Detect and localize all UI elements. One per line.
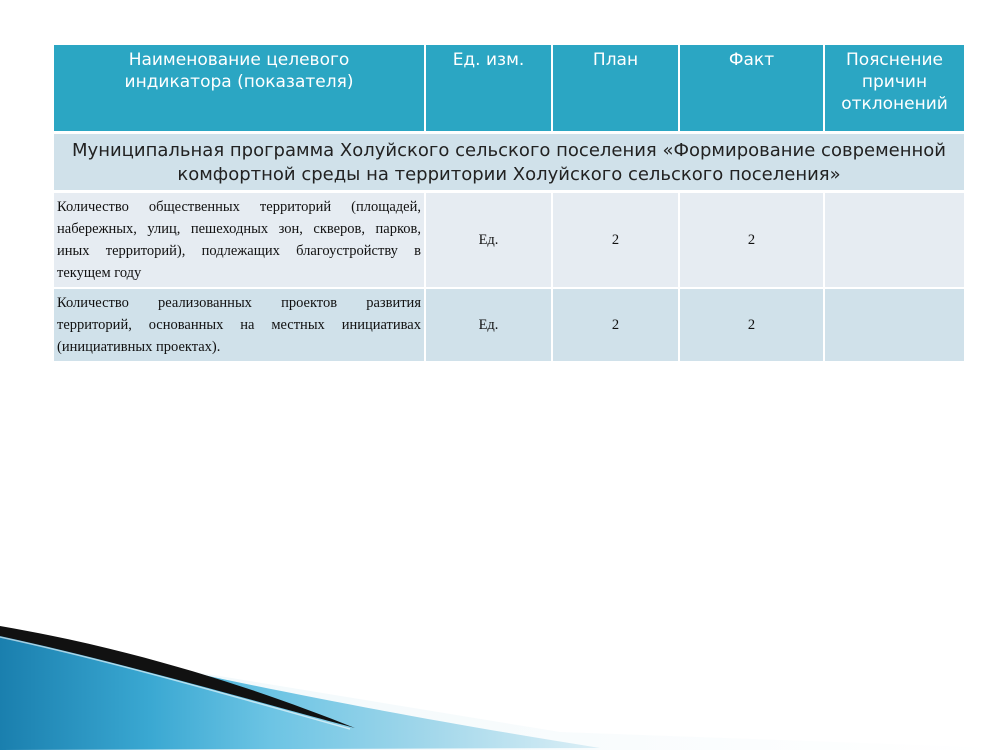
cell-indicator-name: Количество реализованных проектов развития территорий, основанных на местных инициативах (инициативных проектах). bbox=[53, 288, 425, 362]
header-unit: Ед. изм. bbox=[425, 44, 552, 133]
cell-plan: 2 bbox=[552, 288, 679, 362]
section-row bbox=[53, 133, 965, 192]
header-name: Наименование целевого индикатора (показателя) bbox=[53, 44, 425, 133]
indicator-table bbox=[52, 43, 966, 363]
cell-unit: Ед. bbox=[425, 192, 552, 289]
table-row bbox=[53, 288, 965, 362]
table-row bbox=[53, 192, 965, 289]
cell-plan: 2 bbox=[552, 192, 679, 289]
cell-fact: 2 bbox=[679, 288, 824, 362]
header-plan: План bbox=[552, 44, 679, 133]
cell-explanation bbox=[824, 192, 965, 289]
cell-unit: Ед. bbox=[425, 288, 552, 362]
header-explanation: Пояснение причин отклонений bbox=[824, 44, 965, 133]
cell-explanation bbox=[824, 288, 965, 362]
table-header-row bbox=[53, 44, 965, 133]
header-fact: Факт bbox=[679, 44, 824, 133]
cell-indicator-name: Количество общественных территорий (площадей, набережных, улиц, пешеходных зон, скверов, парков, иных территорий), подлежащих благоустройству в текущем году bbox=[53, 192, 425, 289]
section-title: Муниципальная программа Холуйского сельского поселения «Формирование современной комфортной среды на территории Холуйского сельского поселения» bbox=[53, 133, 965, 192]
cell-fact: 2 bbox=[679, 192, 824, 289]
